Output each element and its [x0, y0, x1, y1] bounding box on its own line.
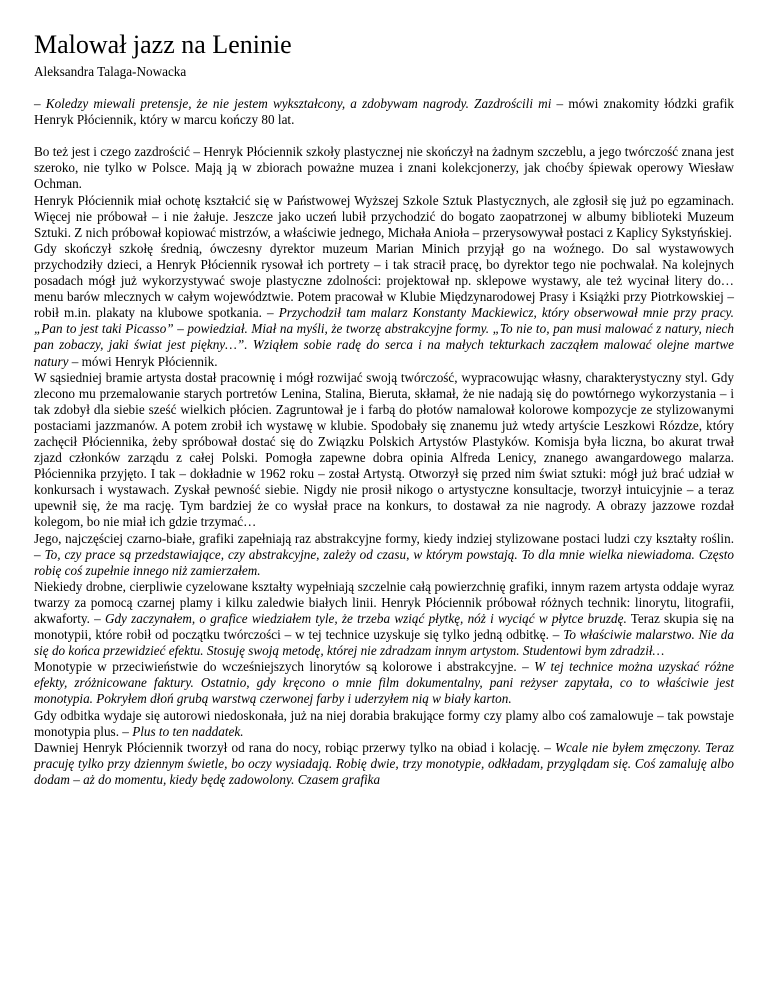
paragraph-7 — [34, 659, 734, 707]
lead-attribution: – mówi znakomity łódzki grafik Henryk Płóciennik, który w marcu kończy 80 lat. — [34, 96, 734, 128]
paragraph-9 — [34, 740, 734, 788]
paragraph-text: Gdy skończył szkołę średnią, ówczesny dyrektor muzeum Marian Minich przyjął go na woźnego. Do sal wystawowych przychodziły dzieci, a Henryk Płóciennik rysował ich portrety – i tak stracił pracę, bo dyrektor tego nie pochwalał. Na kolejnych posadach mógł już wykorzystywać swoje plastyczne zdolności: projektował np. sklepowe wystawy, ale też wycinał litery do… menu barów mlecznych w całym województwie. Potem pracował w Klubie Międzynarodowej Prasy i Książki przy Piotrkowskiej – robił m.in. plakaty na klubowe spotkania. – — [34, 240, 734, 321]
lead-quote: – Koledzy miewali pretensje, że nie jestem wykształcony, a zdobywam nagrody. Zazdrościli mi — [34, 96, 552, 112]
quote-text: Wcale nie byłem zmęczony. Teraz pracuję tylko przy dziennym świetle, bo oczy wysiadają. Robię dwie, trzy monotypie, odkładam, przyglądam się. Coś zamaluję albo dodam – aż do momentu, kiedy będę zadowolony. Czasem grafika — [34, 739, 734, 787]
article-author: Aleksandra Talaga-Nowacka — [34, 64, 187, 79]
quote-text: Gdy zaczynałem, o grafice wiedziałem tyle, że trzeba wziąć płytkę, nóż i wyciąć w płytce bruzdę. — [104, 611, 627, 626]
paragraph-2 — [34, 193, 734, 241]
quote-text: To właściwie malarstwo. Nie da się do końca przewidzieć efektu. Stosuję swoją metodę, której nie zdradzam innym artystom. Studentowi bym zdradził… — [34, 627, 734, 659]
paragraph-text: Gdy odbitka wydaje się autorowi niedoskonała, już na niej dorabia brakujące formy czy plamy albo coś zamalowuje – tak powstaje monotypia plus. – — [34, 707, 734, 739]
document-page — [34, 30, 734, 788]
paragraph-1 — [34, 144, 734, 192]
paragraph-text: W sąsiedniej bramie artysta dostał pracownię i mógł rozwijać swoją twórczość, wypracowując własny, charakterystyczny styl. Gdy zlecono mu przemalowanie starych portretów Lenina, Stalina, Bieruta, skłamał, że nie nadają się do powtórnego wykorzystania – i tak zdobył dla siebie sześć wielkich płócien. Zagruntował je i farbą do płotów namalował kolorowe kompozycje ze stylizowanymi postaciami jazzmanów. A potem zrobił ich wystawę w klubie. Spodobały się znanemu już wtedy artyście Leszkowi Rózdze, który zachęcił Płóciennika, żeby spróbował dostać się do Związku Polskich Artystów Plastyków. Komisja była liczna, bo akurat trwał zjazd członków zarządu z całej Polski. Pomogła zapewne dobra opinia Alfreda Lenicy, znanego awangardowego malarza. Płóciennika przyjęto. I tak – dokładnie w 1962 roku – został Artystą. Otworzył się przed nim świat sztuki: mógł już brać udział w konkursach i wystawach. Zyskał pewność siebie. Nigdy nie prosił nikogo o artystyczne konsultacje, tworzył intuicyjnie – a teraz upewnił się, że ma rację. Tym bardziej że co wysłał prace na konkurs, to dostawał za nie nagrody. A obrazy jazzowe rozdał kolegom, bo nie miał ich gdzie trzymać… — [34, 369, 734, 530]
paragraph-text: Monotypie w przeciwieństwie do wcześniejszych linorytów są kolorowe i abstrakcyjne. – — [34, 659, 535, 675]
paragraph-text: – mówi Henryk Płóciennik. — [68, 353, 218, 369]
paragraph-5 — [34, 531, 734, 579]
paragraph-8 — [34, 708, 734, 740]
paragraph-text: Niekiedy drobne, cierpliwie cyzelowane kształty wypełniają szczelnie całą powierzchnię grafiki, innym razem artysta oddaje wyraz twarzy za pomocą czarnej plamy i kilku zaledwie białych linii. Henryk Płóciennik próbował różnych technik: linorytu, litografii, akwaforty. – — [34, 578, 734, 626]
article-lead — [34, 96, 734, 128]
paragraph-6 — [34, 579, 734, 659]
paragraph-text: Teraz skupia się na monotypii, które robił od początku twórczości – w tej technice uzyskuje się tylko jedną odbitkę. – — [34, 611, 734, 643]
quote-text: To, czy prace są przedstawiające, czy abstrakcyjne, zależy od czasu, w którym powstają. To dla mnie wielka niewiadoma. Często robię coś zupełnie innego niż zamierzałem. — [34, 546, 734, 578]
paragraph-text: Bo też jest i czego zazdrościć – Henryk Płóciennik szkoły plastycznej nie skończył na żadnym szczeblu, a jego twórczość znana jest szeroko, nie tylko w Polsce. Mają ją w zbiorach poważne muzea i znani kolekcjonerzy, jak choćby śpiewak operowy Wiesław Ochman. — [34, 144, 734, 192]
paragraph-text: Jego, najczęściej czarno-białe, grafiki zapełniają raz abstrakcyjne formy, kiedy indziej stylizowane postaci ludzi czy kształty roślin. – — [34, 530, 734, 562]
paragraph-text: Dawniej Henryk Płóciennik tworzył od rana do nocy, robiąc przerwy tylko na obiad i kolację. – — [34, 739, 555, 755]
article-title: Malował jazz na Leninie — [34, 30, 292, 59]
paragraph-4 — [34, 370, 734, 531]
quote-text: W tej technice można uzyskać różne efekty, zróżnicowane faktury. Ostatnio, gdy kręcono o mnie film dokumentalny, pani reżyser zapytała, co to właściwie jest monotypia. Pokryłem dłoń grubą warstwą czerwonej farby i uderzyłem nią w biały karton. — [34, 659, 734, 707]
quote-text: Przychodził tam malarz Konstanty Mackiewicz, który obserwował mnie przy pracy. „Pan to jest taki Picasso” – powiedział. Miał na myśli, że tworzę abstrakcyjne formy. „To nie to, pan musi malować z natury, niech pan zobaczy, jaki świat jest piękny…”. Wziąłem sobie radę do serca i na małych tekturkach zacząłem malować olejne martwe natury — [34, 305, 734, 369]
quote-text: Plus to ten naddatek. — [132, 723, 244, 739]
article-body — [34, 144, 734, 788]
paragraph-text: Henryk Płóciennik miał ochotę kształcić się w Państwowej Wyższej Szkole Sztuk Plastycznych, ale zgłosił się już po egzaminach. Więcej nie próbował – i nie żałuje. Jeszcze jako uczeń lubił przychodzić do bogato zaopatrzonej w albumy biblioteki Muzeum Sztuki. Z nich próbował kopiować mistrzów, a właściwie jednego, Michała Anioła – przerysowywał postaci z Kaplicy Sykstyńskiej. — [34, 192, 734, 240]
paragraph-3 — [34, 241, 734, 370]
